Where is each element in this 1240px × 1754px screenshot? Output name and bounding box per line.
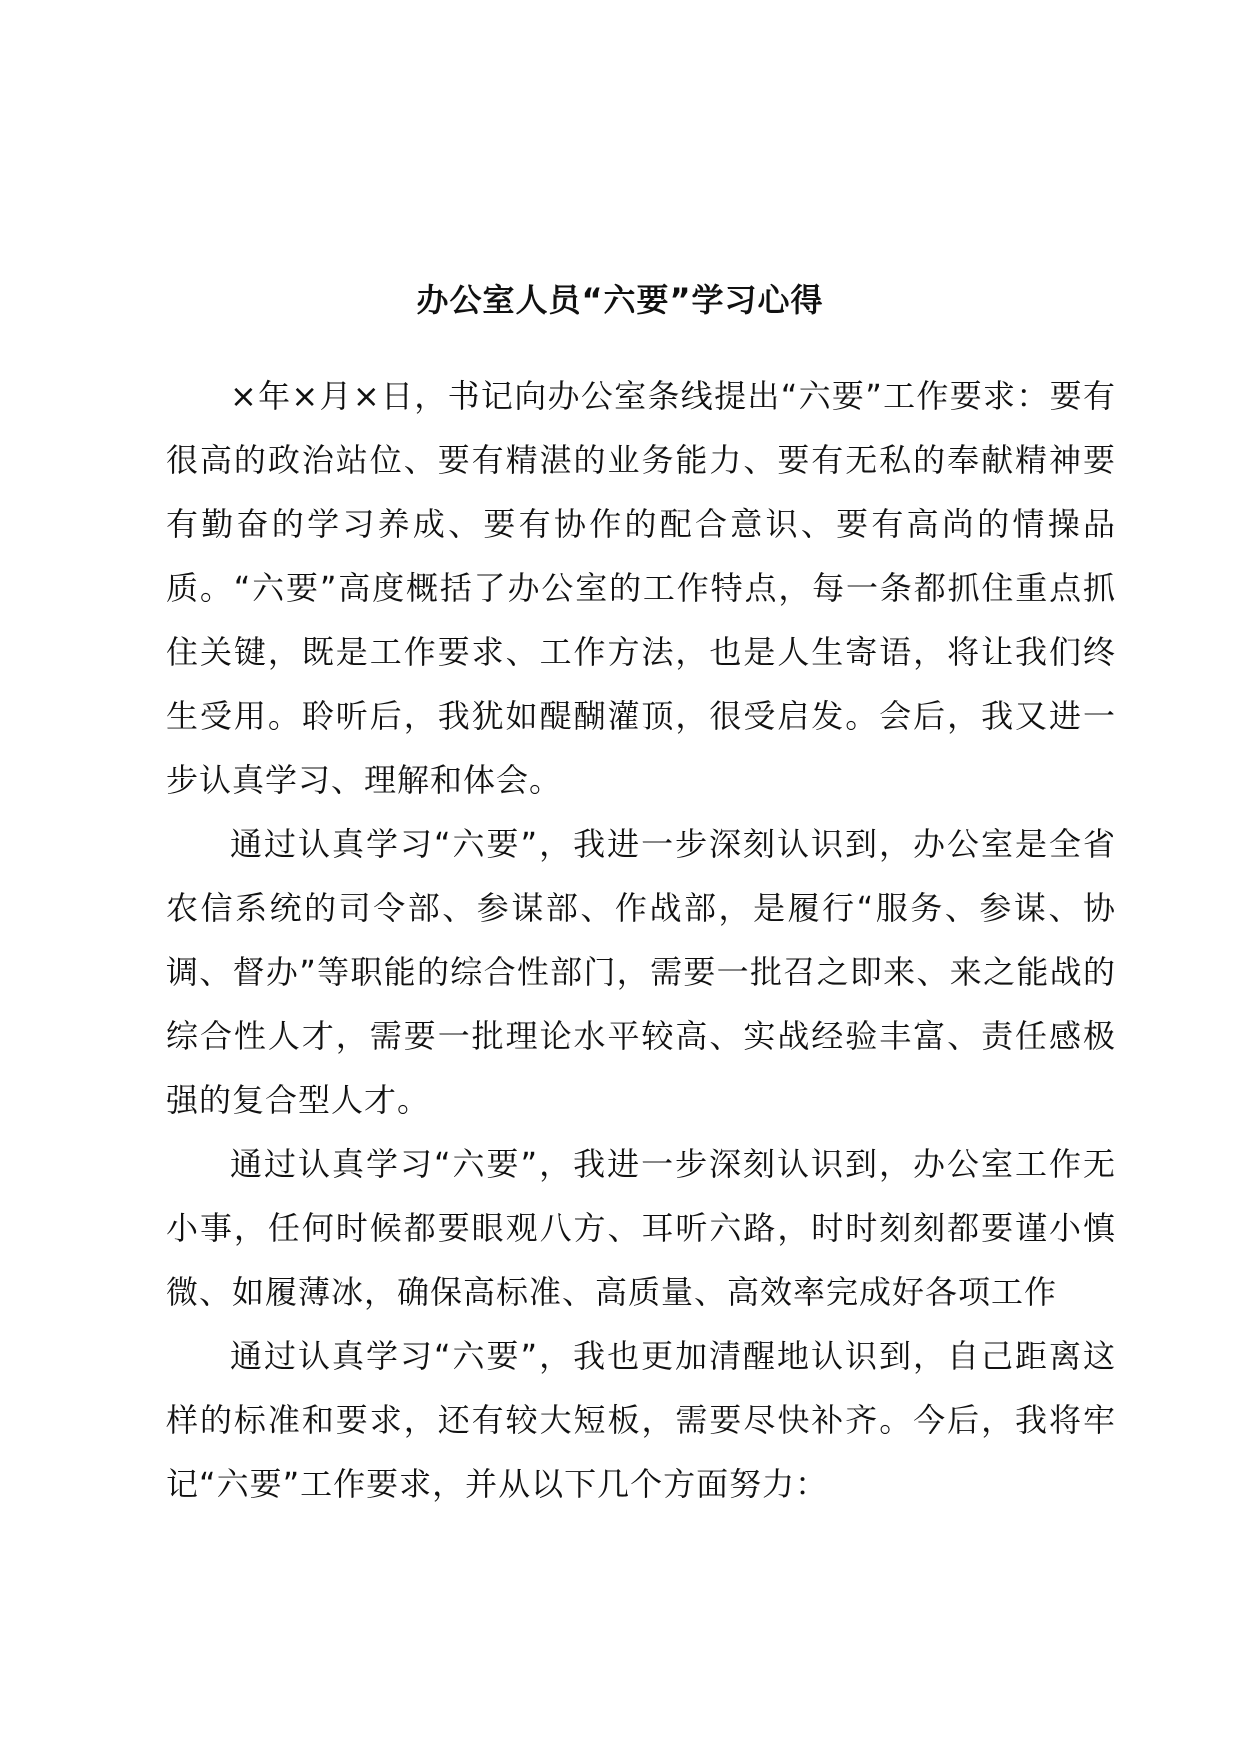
paragraph-shortcomings: 通过认真学习“六要”，我也更加清醒地认识到，自己距离这样的标准和要求，还有较大短板，需要尽快补齐。今后，我将牢记“六要”工作要求，并从以下几个方面努力： <box>166 1337 1116 1503</box>
document-title: 办公室人员“六要”学习心得 <box>416 281 824 319</box>
document-body <box>166 364 1116 1516</box>
paragraph-intro: ×年×月×日，书记向办公室条线提出“六要”工作要求：要有很高的政治站位、要有精湛的业务能力、要有无私的奉献精神要有勤奋的学习养成、要有协作的配合意识、要有高尚的情操品质。“六要”高度概括了办公室的工作特点，每一条都抓住重点抓住关键，既是工作要求、工作方法，也是人生寄语，将让我们终生受用。聆听后，我犹如醍醐灌顶，很受启发。会后，我又进一步认真学习、理解和体会。 <box>166 377 1116 799</box>
paragraph-no-small-matters: 通过认真学习“六要”，我进一步深刻认识到，办公室工作无小事，任何时候都要眼观八方、耳听六路，时时刻刻都要谨小慎微、如履薄冰，确保高标准、高质量、高效率完成好各项工作 <box>166 1145 1116 1311</box>
paragraph-office-role: 通过认真学习“六要”，我进一步深刻认识到，办公室是全省农信系统的司令部、参谋部、作战部，是履行“服务、参谋、协调、督办”等职能的综合性部门，需要一批召之即来、来之能战的综合性人才，需要一批理论水平较高、实战经验丰富、责任感极强的复合型人才。 <box>166 825 1116 1119</box>
